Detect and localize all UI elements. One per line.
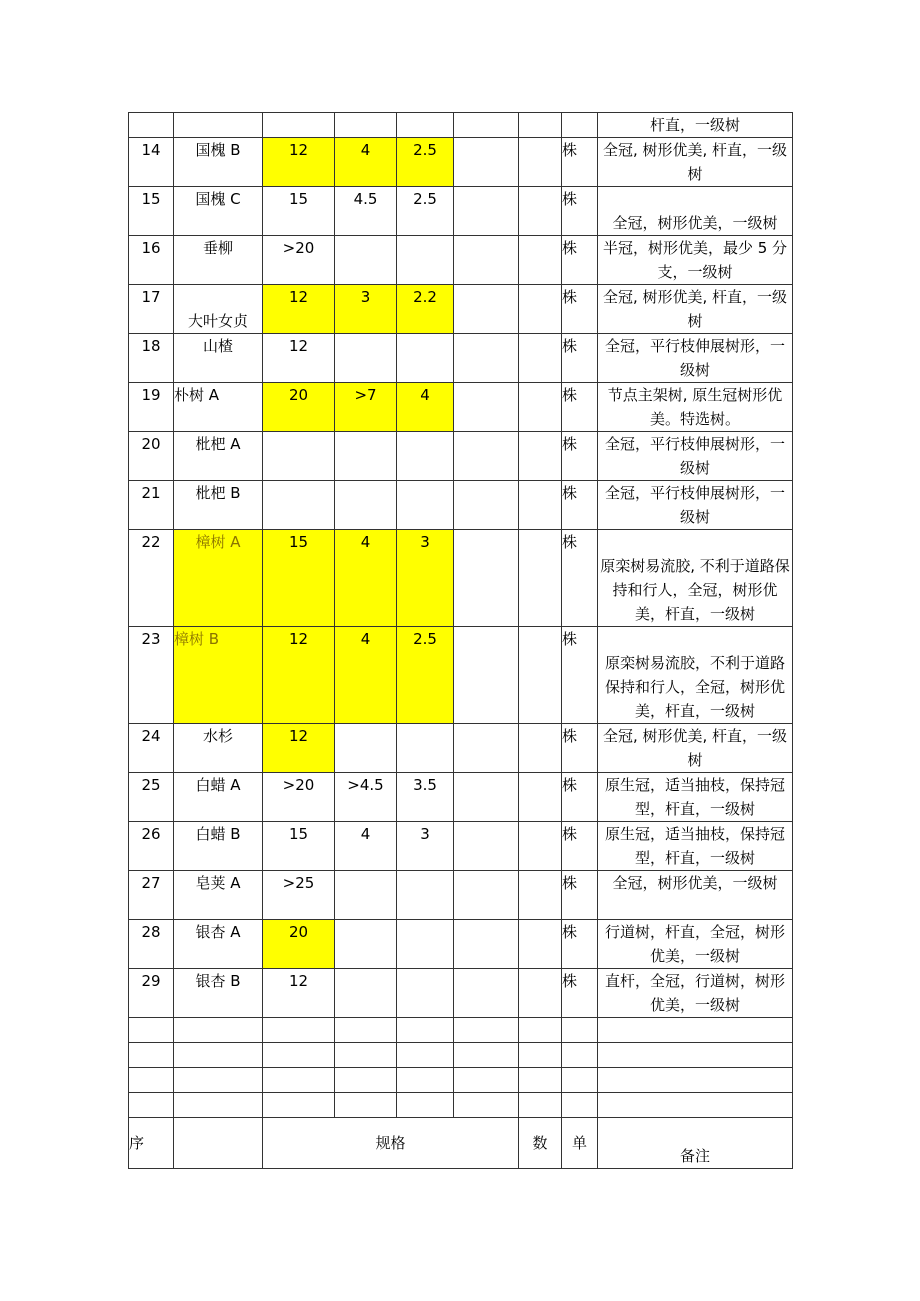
spread-value-cell: 4: [335, 627, 397, 724]
note-cell: 节点主架树, 原生冠树形优美。特选树。: [598, 383, 793, 432]
name-cell: [174, 1043, 263, 1068]
footer-unit-label: 单: [562, 1118, 598, 1169]
qty-cell: [519, 969, 562, 1018]
unit-cell: 株: [562, 334, 598, 383]
empty-cell: [454, 236, 519, 285]
seq-cell: [129, 1043, 174, 1068]
table-row: [129, 871, 793, 920]
empty-cell: [454, 113, 519, 138]
height-value-cell: 15: [263, 822, 335, 871]
seq-cell: 24: [129, 724, 174, 773]
unit-cell: 株: [562, 724, 598, 773]
unit-cell: 株: [562, 481, 598, 530]
footer-spec-label: 规格: [263, 1118, 519, 1169]
branch-height-cell: 2.5: [397, 138, 454, 187]
name-cell: [174, 1093, 263, 1118]
table-row: [129, 969, 793, 1018]
table-row: [129, 627, 793, 724]
height-value-cell: 12: [263, 138, 335, 187]
spec-cell-1: [263, 1093, 335, 1118]
table-row: [129, 187, 793, 236]
qty-cell: [519, 773, 562, 822]
nursery-stock-table: [128, 112, 793, 1169]
height-value-cell: 20: [263, 920, 335, 969]
unit-cell: 株: [562, 822, 598, 871]
spec-cell-2: [335, 1018, 397, 1043]
tree-name-cell: 枇杷 B: [174, 481, 263, 530]
note-cell: 全冠，平行枝伸展树形，一级树: [598, 334, 793, 383]
table-row: [129, 383, 793, 432]
qty-cell: [519, 920, 562, 969]
branch-height-cell: 2.2: [397, 285, 454, 334]
height-value-cell: 12: [263, 969, 335, 1018]
blank-row: [129, 1093, 793, 1118]
qty-cell: [519, 334, 562, 383]
empty-cell: [454, 822, 519, 871]
table-row: [129, 920, 793, 969]
tree-name-cell: 银杏 A: [174, 920, 263, 969]
unit-cell: 株: [562, 627, 598, 724]
seq-cell: 25: [129, 773, 174, 822]
table-row: [129, 773, 793, 822]
tree-name-cell: 山楂: [174, 334, 263, 383]
spread-value-cell: [335, 724, 397, 773]
unit-cell: [562, 113, 598, 138]
tree-name-cell: 垂柳: [174, 236, 263, 285]
note-cell: 全冠，平行枝伸展树形，一级树: [598, 481, 793, 530]
footer-name-cell: [174, 1118, 263, 1169]
empty-cell: [454, 383, 519, 432]
empty-cell: [454, 871, 519, 920]
seq-cell: 28: [129, 920, 174, 969]
qty-cell: [519, 187, 562, 236]
seq-cell: 22: [129, 530, 174, 627]
unit-cell: 株: [562, 920, 598, 969]
note-cell: 全冠, 树形优美, 杆直，一级树: [598, 724, 793, 773]
height-value-cell: 12: [263, 285, 335, 334]
branch-height-cell: [397, 969, 454, 1018]
tree-name-cell: 银杏 B: [174, 969, 263, 1018]
seq-cell: [129, 1093, 174, 1118]
branch-height-cell: [397, 871, 454, 920]
note-cell: [598, 1093, 793, 1118]
branch-height-cell: [397, 334, 454, 383]
empty-cell: [454, 432, 519, 481]
spec-cell-3: [397, 1043, 454, 1068]
unit-cell: 株: [562, 138, 598, 187]
branch-height-cell: 3: [397, 530, 454, 627]
tree-name-cell: 樟树 A: [174, 530, 263, 627]
note-cell: 全冠, 树形优美, 杆直，一级树: [598, 138, 793, 187]
height-value-cell: >20: [263, 236, 335, 285]
spec-cell-1: [263, 1018, 335, 1043]
unit-cell: 株: [562, 236, 598, 285]
unit-cell: 株: [562, 871, 598, 920]
branch-height-cell: [397, 481, 454, 530]
branch-height-cell: 4: [397, 383, 454, 432]
seq-cell: 27: [129, 871, 174, 920]
spec-cell-1: [263, 1068, 335, 1093]
spread-value-cell: [335, 871, 397, 920]
note-cell: 全冠, 树形优美, 杆直，一级树: [598, 285, 793, 334]
note-cell: [598, 1043, 793, 1068]
qty-cell: [519, 1043, 562, 1068]
empty-cell: [454, 920, 519, 969]
spec-cell-1: [263, 113, 335, 138]
tree-name-cell: 水杉: [174, 724, 263, 773]
tree-name-cell: 白蜡 A: [174, 773, 263, 822]
tree-name-cell: 皂荚 A: [174, 871, 263, 920]
spread-value-cell: [335, 334, 397, 383]
spec-cell-2: [335, 113, 397, 138]
seq-cell: [129, 1018, 174, 1043]
unit-cell: 株: [562, 285, 598, 334]
table-row: [129, 113, 793, 138]
qty-cell: [519, 1068, 562, 1093]
height-value-cell: 20: [263, 383, 335, 432]
height-value-cell: >25: [263, 871, 335, 920]
height-value-cell: 12: [263, 334, 335, 383]
spread-value-cell: 3: [335, 285, 397, 334]
spec-cell-3: [397, 113, 454, 138]
spread-value-cell: 4: [335, 822, 397, 871]
note-cell: 杆直，一级树: [598, 113, 793, 138]
empty-cell: [454, 1093, 519, 1118]
qty-cell: [519, 822, 562, 871]
table-row: [129, 822, 793, 871]
tree-name-cell: 朴树 A: [174, 383, 263, 432]
seq-cell: 16: [129, 236, 174, 285]
note-cell: [598, 1068, 793, 1093]
height-value-cell: 15: [263, 530, 335, 627]
qty-cell: [519, 530, 562, 627]
spread-value-cell: 4: [335, 530, 397, 627]
tree-name-cell: 枇杷 A: [174, 432, 263, 481]
seq-cell: 23: [129, 627, 174, 724]
note-cell: 原生冠，适当抽枝，保持冠型，杆直，一级树: [598, 822, 793, 871]
spread-value-cell: [335, 236, 397, 285]
note-cell: 直杆，全冠，行道树，树形优美，一级树: [598, 969, 793, 1018]
tree-name-cell: 大叶女贞: [174, 285, 263, 334]
footer-qty-label: 数: [519, 1118, 562, 1169]
qty-cell: [519, 432, 562, 481]
seq-cell: 17: [129, 285, 174, 334]
note-cell: 行道树，杆直，全冠，树形优美，一级树: [598, 920, 793, 969]
empty-cell: [454, 334, 519, 383]
qty-cell: [519, 481, 562, 530]
qty-cell: [519, 871, 562, 920]
spec-cell-3: [397, 1093, 454, 1118]
table-row: [129, 138, 793, 187]
branch-height-cell: [397, 920, 454, 969]
table-row: [129, 530, 793, 627]
spread-value-cell: [335, 481, 397, 530]
height-value-cell: 12: [263, 627, 335, 724]
unit-cell: 株: [562, 969, 598, 1018]
seq-cell: 18: [129, 334, 174, 383]
empty-cell: [454, 627, 519, 724]
tree-name-cell: 国槐 C: [174, 187, 263, 236]
note-cell: 全冠，树形优美，一级树: [598, 871, 793, 920]
unit-cell: [562, 1043, 598, 1068]
empty-cell: [454, 1043, 519, 1068]
spec-cell-2: [335, 1043, 397, 1068]
seq-cell: [129, 1068, 174, 1093]
branch-height-cell: 3.5: [397, 773, 454, 822]
height-value-cell: [263, 481, 335, 530]
tree-name-cell: 白蜡 B: [174, 822, 263, 871]
empty-cell: [454, 481, 519, 530]
branch-height-cell: 3: [397, 822, 454, 871]
seq-cell: 19: [129, 383, 174, 432]
unit-cell: [562, 1093, 598, 1118]
empty-cell: [454, 773, 519, 822]
empty-cell: [454, 285, 519, 334]
qty-cell: [519, 1018, 562, 1043]
seq-cell: 26: [129, 822, 174, 871]
seq-cell: 15: [129, 187, 174, 236]
note-cell: 原栾树易流胶，不利于道路保持和行人，全冠，树形优美，杆直，一级树: [598, 627, 793, 724]
qty-cell: [519, 724, 562, 773]
qty-cell: [519, 138, 562, 187]
unit-cell: 株: [562, 432, 598, 481]
seq-cell: 14: [129, 138, 174, 187]
spread-value-cell: 4: [335, 138, 397, 187]
blank-row: [129, 1043, 793, 1068]
name-cell: [174, 113, 263, 138]
seq-cell: 29: [129, 969, 174, 1018]
height-value-cell: 15: [263, 187, 335, 236]
table-row: [129, 724, 793, 773]
branch-height-cell: [397, 432, 454, 481]
table-row: [129, 334, 793, 383]
branch-height-cell: 2.5: [397, 187, 454, 236]
tree-name-cell: 樟树 B: [174, 627, 263, 724]
empty-cell: [454, 1068, 519, 1093]
spread-value-cell: [335, 920, 397, 969]
table-row: [129, 432, 793, 481]
height-value-cell: [263, 432, 335, 481]
note-cell: 全冠，平行枝伸展树形，一级树: [598, 432, 793, 481]
tree-name-cell: 国槐 B: [174, 138, 263, 187]
unit-cell: 株: [562, 530, 598, 627]
spread-value-cell: [335, 432, 397, 481]
blank-row: [129, 1018, 793, 1043]
spread-value-cell: [335, 969, 397, 1018]
table-row: [129, 285, 793, 334]
empty-cell: [454, 969, 519, 1018]
spread-value-cell: 4.5: [335, 187, 397, 236]
seq-cell: 21: [129, 481, 174, 530]
note-cell: 半冠，树形优美，最少 5 分支，一级树: [598, 236, 793, 285]
seq-cell: 20: [129, 432, 174, 481]
empty-cell: [454, 138, 519, 187]
qty-cell: [519, 236, 562, 285]
spread-value-cell: >7: [335, 383, 397, 432]
branch-height-cell: 2.5: [397, 627, 454, 724]
note-cell: 原栾树易流胶, 不利于道路保持和行人，全冠，树形优美，杆直，一级树: [598, 530, 793, 627]
qty-cell: [519, 285, 562, 334]
name-cell: [174, 1068, 263, 1093]
unit-cell: 株: [562, 773, 598, 822]
unit-cell: [562, 1068, 598, 1093]
empty-cell: [454, 1018, 519, 1043]
spec-cell-3: [397, 1018, 454, 1043]
table-row: [129, 236, 793, 285]
blank-row: [129, 1068, 793, 1093]
qty-cell: [519, 627, 562, 724]
empty-cell: [454, 724, 519, 773]
qty-cell: [519, 1093, 562, 1118]
unit-cell: [562, 1018, 598, 1043]
empty-cell: [454, 187, 519, 236]
spec-cell-2: [335, 1068, 397, 1093]
footer-header-row: [129, 1118, 793, 1169]
footer-seq-label: 序: [129, 1118, 174, 1169]
name-cell: [174, 1018, 263, 1043]
note-cell: 全冠，树形优美，一级树: [598, 187, 793, 236]
note-cell: [598, 1018, 793, 1043]
table-row: [129, 481, 793, 530]
spread-value-cell: >4.5: [335, 773, 397, 822]
height-value-cell: >20: [263, 773, 335, 822]
branch-height-cell: [397, 236, 454, 285]
qty-cell: [519, 113, 562, 138]
spec-cell-1: [263, 1043, 335, 1068]
footer-note-label: 备注: [598, 1118, 793, 1169]
note-cell: 原生冠，适当抽枝，保持冠型，杆直，一级树: [598, 773, 793, 822]
qty-cell: [519, 383, 562, 432]
spec-cell-2: [335, 1093, 397, 1118]
spec-cell-3: [397, 1068, 454, 1093]
branch-height-cell: [397, 724, 454, 773]
unit-cell: 株: [562, 187, 598, 236]
unit-cell: 株: [562, 383, 598, 432]
empty-cell: [454, 530, 519, 627]
seq-cell: [129, 113, 174, 138]
height-value-cell: 12: [263, 724, 335, 773]
